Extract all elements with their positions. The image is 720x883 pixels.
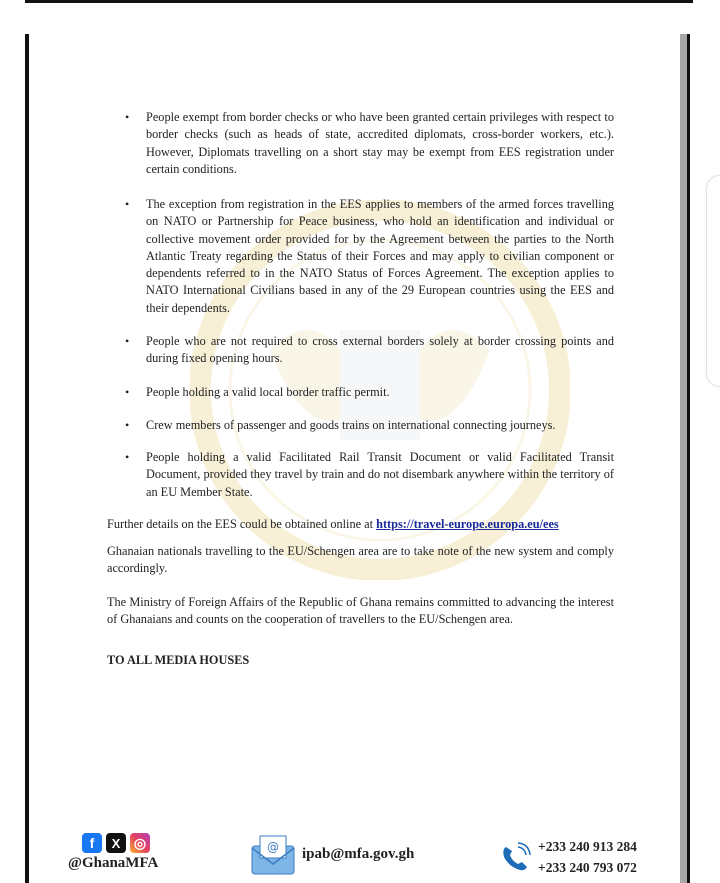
facebook-icon[interactable]: f (82, 833, 102, 853)
instagram-icon[interactable]: ◎ (130, 833, 150, 853)
bullet-icon: • (125, 197, 130, 211)
page-border-right-shadow (680, 34, 687, 883)
ees-link[interactable]: https://travel-europe.europa.eu/ees (376, 517, 559, 531)
email-address[interactable]: ipab@mfa.gov.gh (302, 845, 415, 862)
bullet-icon: • (125, 450, 130, 464)
phone-block (500, 836, 637, 878)
x-icon[interactable]: X (106, 833, 126, 853)
list-item: • People who are not required to cross external borders solely at border crossing points and during fixed opening hours. (125, 334, 614, 366)
social-handle: @GhanaMFA (68, 855, 159, 871)
ministry-paragraph: The Ministry of Foreign Affairs of the Republic of Ghana remains committed to advancing the interest of Ghanaians and counts on the cooperation of travellers to the EU/Schengen area. (107, 595, 614, 627)
phone-number[interactable]: +233 240 913 284 (538, 839, 637, 854)
list-item: • People holding a valid Facilitated Rail Transit Document or valid Facilitated Transit Document, provided they travel by train and do not disembark anywhere within the territory of an EU Member State. (125, 450, 614, 499)
list-item: • The exception from registration in the EES applies to members of the armed forces travelling on NATO or Partnership for Peace business, who hold an identification and individual or collective movement order provided for by the Agreement between the parties to the North Atlantic Treaty regarding the Status of their Forces and may apply to civilian component or dependents referred to in the NATO Status of Forces Agreement. The exception applies to NATO International Civilians based in any of the 29 European countries using the EES and their dependents. (125, 197, 614, 315)
side-panel-handle[interactable] (706, 175, 720, 387)
nationals-paragraph: Ghanaian nationals travelling to the EU/Schengen area are to take note of the new system and comply accordingly. (107, 544, 614, 576)
bullet-icon: • (125, 418, 130, 432)
bullet-icon: • (125, 385, 130, 399)
bullet-icon: • (125, 334, 130, 348)
phone-number[interactable]: +233 240 793 072 (538, 860, 637, 875)
email-envelope-icon (250, 832, 296, 876)
list-item: • People holding a valid local border traffic permit. (125, 384, 614, 401)
phone-icon (500, 841, 532, 873)
social-block (68, 833, 158, 872)
page-border-right (687, 34, 690, 883)
top-divider (25, 0, 693, 3)
footer (0, 830, 720, 883)
page-border-left (25, 34, 29, 883)
svg-text:@: @ (267, 840, 279, 854)
further-details-paragraph: Further details on the EES could be obtained online at https://travel-europe.europa.eu/ees (107, 517, 559, 531)
media-heading: TO ALL MEDIA HOUSES (107, 653, 250, 667)
email-block (250, 832, 414, 876)
bullet-icon: • (125, 110, 130, 124)
list-item: • Crew members of passenger and goods trains on international connecting journeys. (125, 417, 614, 434)
list-item: • People exempt from border checks or who have been granted certain privileges with respect to border checks (such as heads of state, accredited diplomats, cross-border workers, etc.). However, Diplomats travelling on a short stay may be exempt from EES registration under certain conditions. (125, 110, 614, 176)
